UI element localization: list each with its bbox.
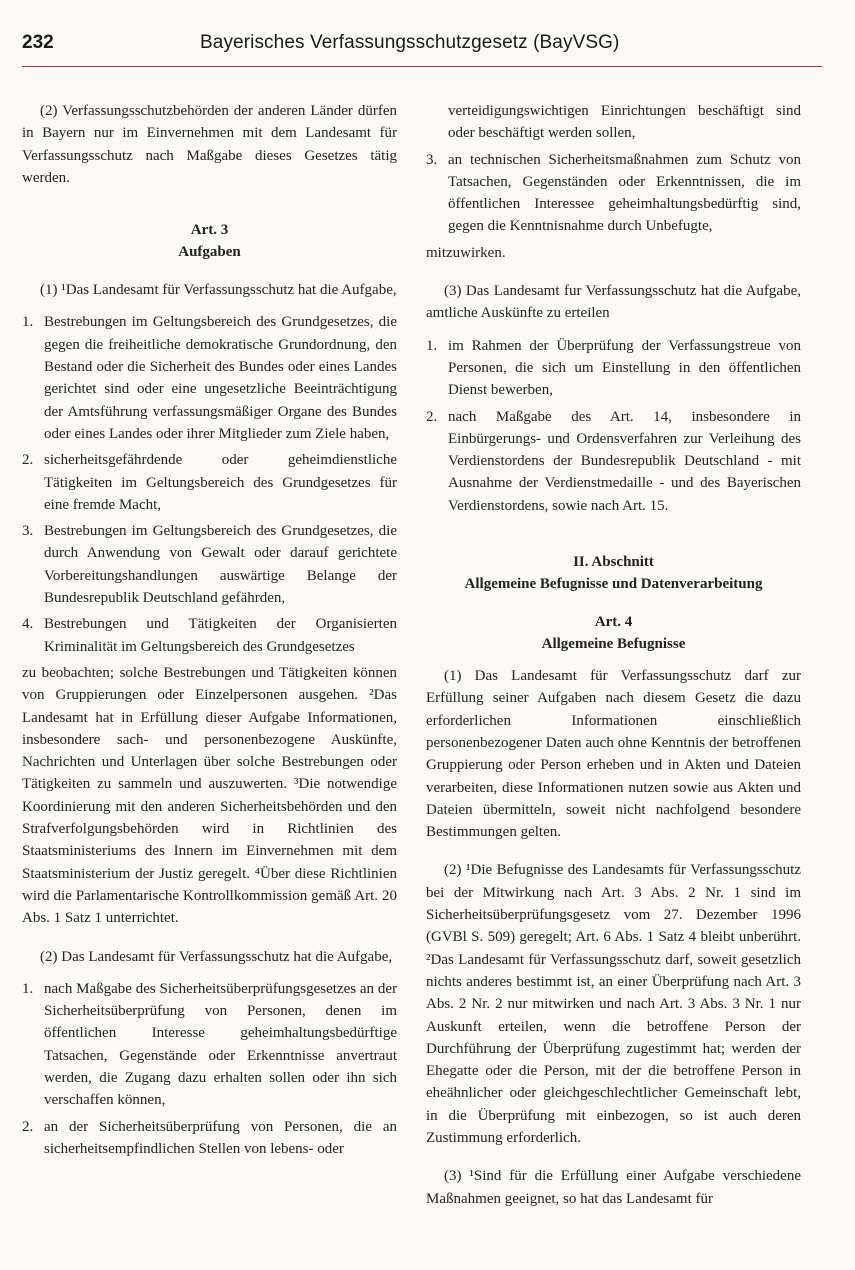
left-column: [22, 100, 397, 1164]
list-art3-1: [22, 311, 397, 657]
list-item: 1. im Rahmen der Überprüfung der Verfassungstreue von Personen, die sich um Einstellung in den öffentlichen Dienst bewerben,: [426, 337, 801, 399]
article-4-title: Allgemeine Befugnisse: [541, 636, 686, 653]
section-title: Allgemeine Befugnisse und Datenverarbeitung: [464, 576, 763, 593]
paragraph-art4-3: (3) ¹Sind für die Erfüllung einer Aufgabe verschiedene Maßnahmen geeignet, so hat das Landesamt für: [426, 1168, 801, 1207]
paragraph-art4-2: (2) ¹Die Befugnisse des Landesamts für Verfassungsschutz bei der Mitwirkung nach Art. 3 Abs. 2 Nr. 1 sind im Sicherheitsüberprüfungsgesetz vom 27. Dezember 1996 (GVBl S. 509) geregelt; Art. 6 Abs. 1 Satz 4 bleibt unberührt. ²Das Landesamt für Verfassungsschutz darf, soweit gesetzlich nichts anderes bestimmt ist, an einer Überprüfung nach Art. 3 Abs. 2 Nr. 2 nur mitwirken und nach Art. 3 Abs. 3 Nr. 1 nur Auskunft erteilen, wenn die betroffene Person der Durchführung der Überprüfung zugestimmt hat; werden der Ehegatte oder die Person, mit der die betroffene Person in eheähnlicher oder gleichgeschlechtlicher Gemeinschaft lebt, in die Überprüfung mit einbezogen, so ist auch deren Zustimmung erforderlich.: [426, 862, 801, 1146]
page-number: 232: [22, 32, 54, 53]
list-art3-3: [426, 335, 801, 517]
paragraph-art3-1: (1) ¹Das Landesamt für Verfassungsschutz hat die Aufgabe,: [40, 282, 397, 299]
paragraph-art3-2: (2) Das Landesamt für Verfassungsschutz hat die Aufgabe,: [40, 948, 393, 965]
section-number: II. Abschnitt: [573, 554, 654, 571]
list-item: 4. Bestrebungen und Tätigkeiten der Organisierten Kriminalität im Geltungsbereich des Grundgesetzes: [22, 616, 397, 655]
list-item: 2. an der Sicherheitsüberprüfung von Personen, die an sicherheitsempfindlichen Stellen von lebens- oder: [22, 1118, 397, 1157]
article-4-number: Art. 4: [594, 614, 633, 631]
list-item: 3. an technischen Sicherheitsmaßnahmen zum Schutz von Tatsachen, Gegenständen oder Erkenntnissen, die im öffentlichen Interessee geheimhaltungsbedürftig sind, gegen die Kenntnisnahme durch Unbefugte,: [426, 151, 801, 235]
paragraph-intro: (2) Verfassungsschutzbehörden der anderen Länder dürfen in Bayern nur im Einvernehmen mit dem Landesamt für Verfassungsschutz nach Maßgabe dieses Gesetzes tätig werden.: [22, 103, 397, 186]
list-art3-2-continued: [426, 100, 801, 238]
paragraph-art3-1-continued: zu beobachten; solche Bestrebungen und Tätigkeiten können von Gruppierungen oder Einzelpersonen ausgehen. ²Das Landesamt hat in Erfüllung dieser Aufgabe Informationen, insbesondere sach- und personenbezogene Auskünfte, Nachrichten und Unterlagen über solche Bestrebungen oder Tätigkeiten zu sammeln und auszuwerten. ³Die notwendige Koordinierung mit den anderen Sicherheitsbehörden und den Strafverfolgungsbehörden wird in Richtlinien des Staatsministeriums des Innern im Einvernehmen mit dem Staatsministerium der Justiz geregelt. ⁴Über diese Richtlinien wird die Parlamentarische Kontrollkommission gemäß Art. 20 Abs. 1 Satz 1 unterrichtet.: [22, 664, 397, 927]
paragraph-art3-3: (3) Das Landesamt fur Verfassungsschutz hat die Aufgabe, amtliche Auskünfte zu erteilen: [426, 283, 801, 322]
list-item-continued: verteidigungswichtigen Einrichtungen beschäftigt sind oder beschäftigt werden sollen,: [448, 103, 801, 142]
list-item: 3. Bestrebungen im Geltungsbereich des Grundgesetzes, die durch Anwendung von Gewalt oder darauf gerichtete Vorbereitungshandlungen auswärtige Belange der Bundesrepublik Deutschland gefährden,: [22, 523, 397, 607]
right-column: [426, 100, 801, 1210]
page-header: [22, 26, 822, 67]
list-item: 1. nach Maßgabe des Sicherheitsüberprüfungsgesetzes an der Sicherheitsüberprüfung von Personen, denen im öffentlichen Interesse geheimhaltungsbedürftige Tatsachen, Gegenstände oder Erkenntnisse anvertraut werden, die Zugang dazu erhalten sollen oder ihn sich verschaffen können,: [22, 980, 397, 1109]
paragraph-art4-1: (1) Das Landesamt für Verfassungsschutz darf zur Erfüllung seiner Aufgaben nach diesem Gesetz die dazu erforderlichen Informationen einschließlich personenbezogener Daten auch ohne Kenntnis der betroffenen Gruppierung oder Person erheben und in Akten und Dateien verarbeiten, diese Informationen nutzen sowie aus Akten und Dateien übermitteln, soweit nicht nachfolgend besondere Bestimmungen gelten.: [426, 668, 801, 841]
article-3-title: Aufgaben: [178, 244, 241, 261]
running-title: Bayerisches Verfassungsschutzgesetz (BayVSG): [200, 32, 620, 53]
paragraph-mitzuwirken: mitzuwirken.: [426, 244, 506, 261]
list-item: 1. Bestrebungen im Geltungsbereich des Grundgesetzes, die gegen die freiheitliche demokratische Grundordnung, den Bestand oder die Sicherheit des Bundes oder eines Landes gerichtet sind oder eine ungesetzliche Beeinträchtigung der Amtsführung verfassungsmäßiger Organe des Bundes oder eines Landes oder ihrer Mitglieder zum Ziele haben,: [22, 314, 397, 442]
list-item: 2. sicherheitsgefährdende oder geheimdienstliche Tätigkeiten im Geltungsbereich des Grundgesetzes für eine fremde Macht,: [22, 452, 397, 513]
article-3-number: Art. 3: [190, 222, 229, 239]
list-item: 2. nach Maßgabe des Art. 14, insbesondere in Einbürgerungs- und Ordensverfahren zur Verleihung des Verdienstordens der Bundesrepublik Deutschland - mit Ausnahme der Verdienstmedaille - und des Bayerischen Verdienstordens, sowie nach Art. 15.: [426, 408, 801, 514]
list-art3-2: [22, 978, 397, 1160]
